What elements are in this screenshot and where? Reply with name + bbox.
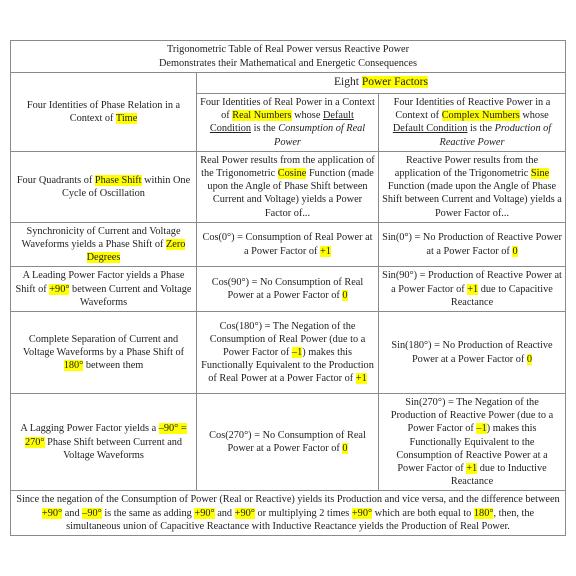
production-reactive-power: Production of Reactive Power <box>439 123 552 148</box>
footer-text-c: is the same as adding <box>101 507 195 519</box>
row180-col2-text: Cos(180°) = The Negation of the Consumption of Real Power (due to a Power Factor of <box>209 320 366 358</box>
quadrants-col3 <box>379 151 566 222</box>
row180-col3 <box>379 312 566 394</box>
row0-col2-text: Cos(0°) = Consumption of Real Power at a Power Factor of <box>202 232 373 257</box>
footer-hl-4: +90° <box>234 507 255 519</box>
row90-col2-text: Cos(90°) = No Consumption of Real Power at a Power Factor of <box>211 277 364 302</box>
row180-minus1-highlight: –1 <box>291 346 303 358</box>
row270-col3 <box>379 394 566 491</box>
identities-col2-text: Four Identities of Real Power in a Context of <box>200 97 375 122</box>
row270-minus1-highlight: –1 <box>476 423 487 435</box>
footer-text-f: which are both equal to <box>372 507 474 519</box>
footer-hl-5: +90° <box>351 507 373 519</box>
footer-text-a: Since the negation of the Consumption of Power (Real or Reactive) yields its Production and vice versa, and the difference between <box>16 494 560 506</box>
row90-col3-rest: due to Capacitive Reactance <box>450 283 553 308</box>
footer-text-g: , then, the simultaneous union of Capacitive Reactance with Inductive Reactance yields the Production of Real Power. <box>66 507 535 532</box>
title-line-1: Trigonometric Table of Real Power versus Reactive Power <box>166 44 410 56</box>
time-highlight: Time <box>115 112 138 124</box>
row180-col3-text: Sin(180°) = No Production of Reactive Power at a Power Factor of <box>391 340 553 365</box>
eight-label: Eight <box>334 76 362 89</box>
row90-col3-highlight: +1 <box>467 283 479 295</box>
row270-col1-rest: Phase Shift between Current and Voltage Waveforms <box>44 436 183 461</box>
quadrants-col2 <box>197 151 379 222</box>
row180-col2-rest: ) makes this Functionally Equivalent to the Production of Real Power at a Power Factor of <box>201 346 374 385</box>
default-condition-real: Default Condition <box>209 110 354 135</box>
title-row <box>11 41 566 73</box>
table-title <box>11 41 566 73</box>
footer-hl-2: –90° <box>82 507 102 519</box>
title-line-2: Demonstrates their Mathematical and Energetic Consequences <box>158 57 417 69</box>
identities-col2 <box>197 94 379 152</box>
quadrants-col1-text: Four Quadrants of <box>16 174 95 186</box>
row90-col1-text: A Leading Power Factor yields a Phase Shift of <box>15 270 185 295</box>
footer-text-b: and <box>62 507 83 519</box>
identities-col2-is: is the <box>251 123 279 135</box>
complex-numbers-highlight: Complex Numbers <box>441 110 520 122</box>
identities-col3-is: is the <box>467 123 495 135</box>
row-270-degrees <box>11 394 566 491</box>
sine-highlight: Sine <box>530 168 550 180</box>
deg-180-highlight: 180° <box>63 360 84 372</box>
quadrants-col2-rest: Function (made upon the Angle of Phase Shift between Current and Voltage) yields a Power Factor of... <box>207 168 374 219</box>
quadrants-col2-text: Real Power results from the application of the Trigonometric <box>200 154 375 180</box>
quadrants-col1 <box>11 151 197 222</box>
identities-col3-text: Four Identities of Reactive Power in a Context of <box>393 97 551 122</box>
quadrants-col1-rest: within One Cycle of Oscillation <box>62 174 191 199</box>
row0-col3-text: Sin(0°) = No Production of Reactive Power at a Power Factor of <box>382 232 562 257</box>
identities-col1-text: Four Identities of Phase Relation in a Context of <box>26 99 181 124</box>
row0-col3-highlight: 0 <box>512 245 518 257</box>
row270-col2 <box>197 394 379 491</box>
footer-hl-3: +90° <box>194 507 215 519</box>
row-180-degrees <box>11 312 566 394</box>
footer-hl-6: 180° <box>473 507 494 519</box>
row270-col3-tail: due to Inductive Reactance <box>450 463 547 488</box>
row180-plus1-highlight: +1 <box>355 373 367 385</box>
row90-col3 <box>379 267 566 312</box>
row90-col2 <box>197 267 379 312</box>
power-factor-table <box>10 40 566 536</box>
row270-col3-rest: ) makes this Functionally Equivalent to the Consumption of Reactive Power at a Power Factor of <box>396 423 548 475</box>
consumption-real-power: Consumption of Real Power <box>274 123 366 148</box>
identities-col3-whose: whose <box>519 110 549 122</box>
row0-col3 <box>379 222 566 267</box>
row0-col1-text: Synchronicity of Current and Voltage Waveforms yields a Phase Shift of <box>21 225 181 251</box>
identities-col1 <box>11 73 197 152</box>
row270-col1 <box>11 394 197 491</box>
footer-hl-1: +90° <box>41 507 63 519</box>
identities-col3 <box>379 94 566 152</box>
row90-col3-text: Sin(90°) = Production of Reactive Power at a Power Factor of <box>382 270 562 295</box>
row0-col2 <box>197 222 379 267</box>
row270-col3-text: Sin(270°) = The Negation of the Production of Reactive Power (due to a Power Factor of <box>390 397 554 435</box>
row0-col2-highlight: +1 <box>320 245 332 257</box>
real-numbers-highlight: Real Numbers <box>232 110 292 122</box>
power-factors-highlight: Power Factors <box>361 76 428 89</box>
row270-plus1-highlight: +1 <box>466 463 478 475</box>
quadrants-col3-rest: Function (made upon the Angle of Phase Shift between Current and Voltage) yields a Power Factor of... <box>382 181 562 219</box>
quadrants-row <box>11 151 566 222</box>
minus-90-270-highlight: –90° = 270° <box>24 423 187 448</box>
header-row <box>11 73 566 94</box>
row-0-degrees <box>11 222 566 267</box>
row0-col1 <box>11 222 197 267</box>
row-90-degrees <box>11 267 566 312</box>
footer-row <box>11 491 566 536</box>
row180-col2 <box>197 312 379 394</box>
row180-col1-rest: between them <box>83 360 144 372</box>
row270-col2-highlight: 0 <box>342 443 348 455</box>
cosine-highlight: Cosine <box>277 168 307 180</box>
footer-text-e: or multiplying 2 times <box>254 507 352 519</box>
quadrants-col3-text: Reactive Power results from the application of the Trigonometric <box>394 154 539 180</box>
zero-degrees-highlight: Zero Degrees <box>86 239 186 264</box>
row90-col2-highlight: 0 <box>342 290 348 302</box>
row180-col3-highlight: 0 <box>526 353 533 365</box>
identities-col2-whose: whose <box>291 110 323 122</box>
footer-text-d: and <box>214 507 235 519</box>
plus-90-highlight: +90° <box>49 283 70 295</box>
row90-col1-rest: between Current and Voltage Waveforms <box>69 283 192 308</box>
default-condition-reactive: Default Condition <box>392 123 468 135</box>
row90-col1 <box>11 267 197 312</box>
phase-shift-highlight: Phase Shift <box>94 174 142 186</box>
row180-col1 <box>11 312 197 394</box>
footer-note <box>11 491 566 536</box>
eight-power-factors-header <box>197 73 566 94</box>
row270-col2-text: Cos(270°) = No Consumption of Real Power at a Power Factor of <box>209 430 366 455</box>
row270-col1-text: A Lagging Power Factor yields a <box>20 423 159 435</box>
row180-col1-text: Complete Separation of Current and Voltage Waveforms by a Phase Shift of <box>22 333 185 358</box>
